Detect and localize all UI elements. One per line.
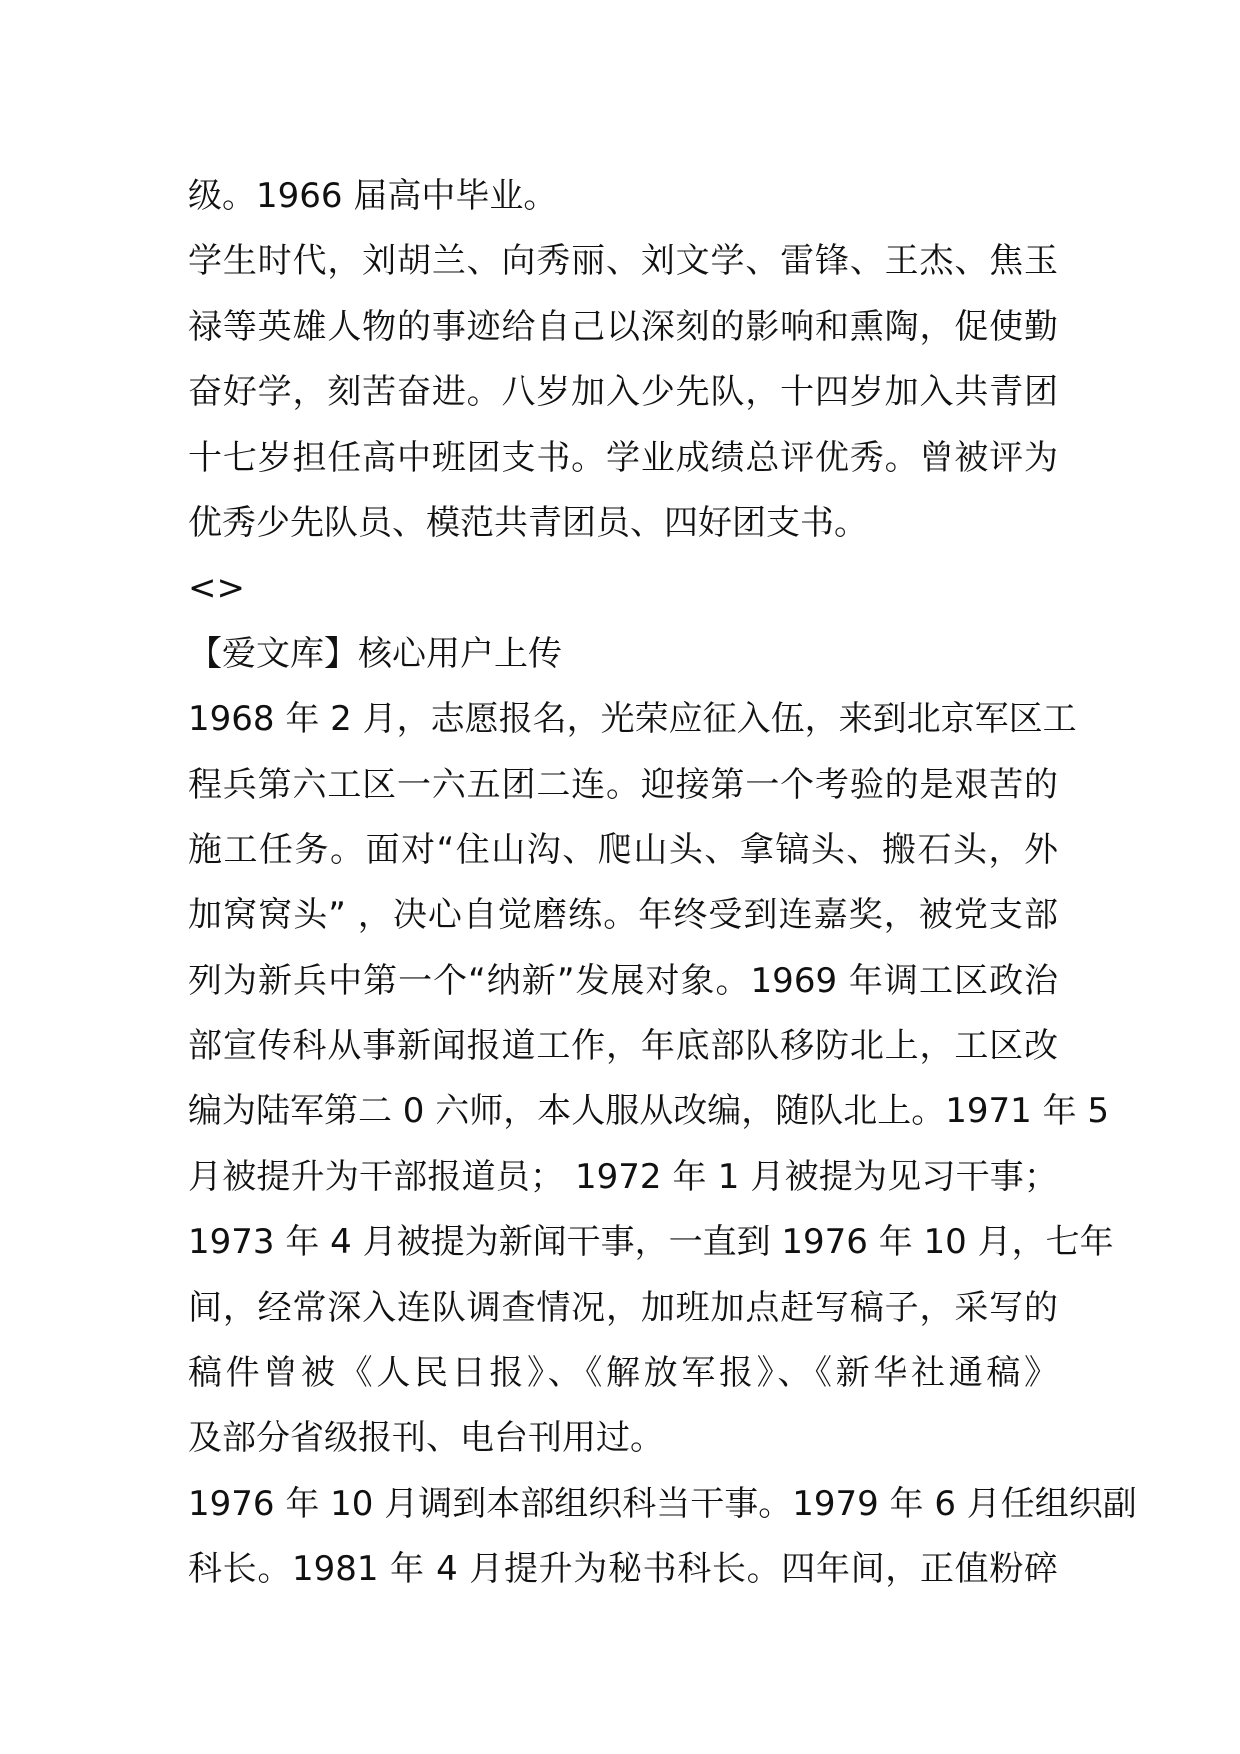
text-line: 列为新兵中第一个“纳新”发展对象。1969 年调工区政治 (188, 960, 1058, 1001)
text-line: 月被提升为干部报道员； 1972 年 1 月被提为见习干事； (188, 1156, 1058, 1197)
text-line: 级。1966 届高中毕业。 (188, 176, 558, 216)
text-line: 科长。1981 年 4 月提升为秘书科长。四年间，正值粉碎 (188, 1549, 1058, 1590)
text-line: 1976 年 10 月调到本部组织科当干事。1979 年 6 月任组织副 (188, 1483, 1137, 1524)
text-line: 部宣传科从事新闻报道工作，年底部队移防北上，工区改 (188, 1026, 1058, 1067)
text-line: 施工任务。面对“住山沟、爬山头、拿镐头、搬石头，外 (188, 829, 1058, 870)
text-line: 加窝窝头” ，决心自觉磨练。年终受到连嘉奖，被党支部 (188, 895, 1058, 936)
text-line: 禄等英雄人物的事迹给自己以深刻的影响和熏陶，促使勤 (188, 306, 1058, 347)
text-line: 奋好学，刻苦奋进。八岁加入少先队，十四岁加入共青团 (188, 372, 1058, 413)
text-line: 【爱文库】核心用户上传 (188, 633, 562, 674)
text-line: 间，经常深入连队调查情况，加班加点赶写稿子，采写的 (188, 1287, 1058, 1328)
text-line: 稿件曾被《人民日报》、《解放军报》、《新华社通稿》 (188, 1353, 1058, 1394)
text-line: 程兵第六工区一六五团二连。迎接第一个考验的是艰苦的 (188, 764, 1058, 805)
text-line: 学生时代，刘胡兰、向秀丽、刘文学、雷锋、王杰、焦玉 (188, 241, 1058, 282)
text-line: 及部分省级报刊、电台刊用过。 (188, 1418, 664, 1459)
text-line: 十七岁担任高中班团支书。学业成绩总评优秀。曾被评为 (188, 437, 1058, 478)
text-line: 1968 年 2 月，志愿报名，光荣应征入伍，来到北京军区工 (188, 699, 1077, 740)
text-line: 编为陆军第二 0 六师，本人服从改编，随队北上。1971 年 5 (188, 1091, 1110, 1132)
text-line: <> (188, 568, 245, 609)
text-line: 1973 年 4 月被提为新闻干事，一直到 1976 年 10 月，七年 (188, 1222, 1114, 1263)
document-body (188, 164, 1137, 1603)
text-line: 优秀少先队员、模范共青团员、四好团支书。 (188, 502, 868, 543)
